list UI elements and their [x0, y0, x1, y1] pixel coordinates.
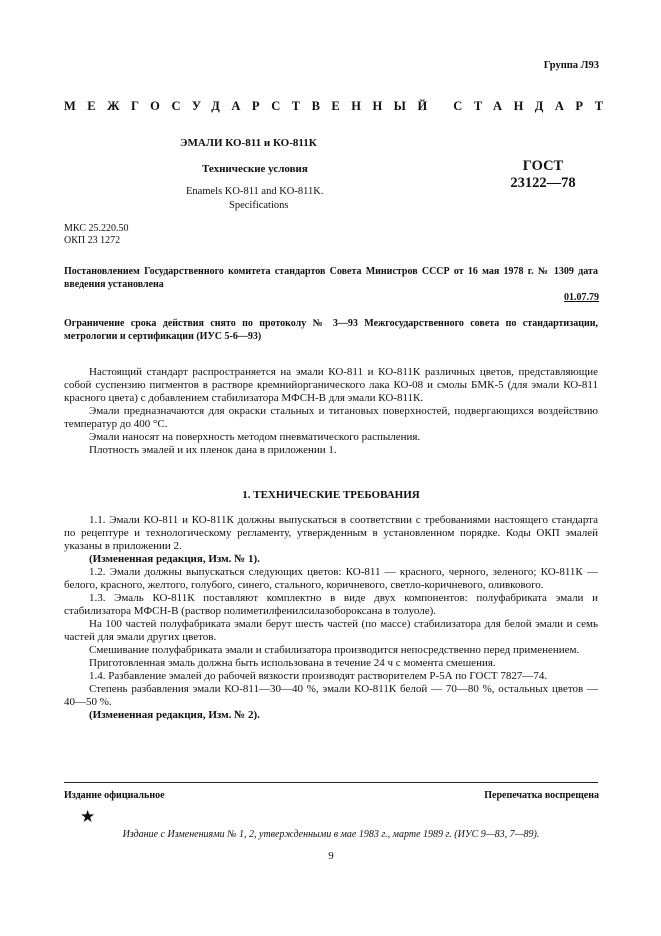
clause-paragraph: Смешивание полуфабриката эмали и стабилизатора производится непосредственно перед применением.: [89, 644, 580, 656]
gost-label: ГОСТ: [522, 158, 564, 174]
decree-text: Постановлением Государственного комитета стандартов Совета Министров СССР от 16 мая 1978 г. № 1309 дата введения установлена: [64, 266, 598, 290]
limitation-note: Ограничение срока действия снято по протоколу № 3—93 Межгосударственного совета по стандартизации, метрологии и сертификации (ИУС 5-6—93): [64, 318, 598, 342]
standard-type-heading: МЕЖГОСУДАРСТВЕННЫЙ СТАНДАРТ: [64, 99, 615, 113]
clause-paragraph: Степень разбавления эмали КО-811—30—40 %, эмали КО-811К белой — 70—80 %, остальных цветов — 40—50 %.: [64, 683, 598, 708]
footer-divider: [64, 782, 598, 783]
mks-code: МКС 25.220.50: [64, 223, 129, 234]
amendment-note: (Измененная редакция, Изм. № 1).: [89, 553, 260, 565]
intro-paragraph: Плотность эмалей и их пленок дана в приложении 1.: [89, 444, 337, 456]
intro-paragraph: Эмали предназначаются для окраски стальных и титановых поверхностей, подвергающихся воздействию температур до 400 °С.: [64, 405, 598, 430]
introduction-date: 01.07.79: [564, 292, 599, 303]
clause-paragraph: На 100 частей полуфабриката эмали берут шесть частей (по массе) стабилизатора для белой эмали и семь частей для эмали других цветов.: [64, 618, 598, 643]
official-edition-label: Издание официальное: [64, 790, 165, 801]
intro-paragraph: Настоящий стандарт распространяется на эмали КО-811 и КО-811К различных цветов, представляющие собой суспензию пигментов в растворе кремнийорганического лака КО-08 и смолы БМК-5 (для эмали КО-811 красного цвета) с добавлением стабилизатора МФСН-В для эмали КО-811К.: [64, 366, 598, 404]
intro-paragraph: Эмали наносят на поверхность методом пневматического распыления.: [89, 431, 421, 443]
group-code: Группа Л93: [543, 60, 599, 71]
section-body: [64, 514, 598, 722]
intro-text: [64, 366, 598, 457]
document-subtitle-en: Specifications: [229, 200, 289, 211]
clause-paragraph: 1.2. Эмали должны выпускаться следующих цветов: КО-811 — красного, черного, зеленого; КО-811К — белого, красного, желтого, голубого, синего, стального, коричневого, светло-коричневого, оливкового.: [64, 566, 598, 591]
document-subtitle: Технические условия: [202, 163, 308, 175]
classification-codes: [64, 223, 128, 247]
gost-designation: [497, 158, 589, 192]
document-title-en: Enamels KO-811 and KO-811K.: [186, 186, 324, 197]
gost-number: 23122—78: [510, 175, 576, 191]
section-heading: 1. ТЕХНИЧЕСКИЕ ТРЕБОВАНИЯ: [242, 489, 420, 501]
clause-paragraph: Приготовленная эмаль должна быть использована в течение 24 ч с момента смешения.: [89, 657, 496, 669]
page-number: 9: [328, 850, 334, 862]
document-title: ЭМАЛИ КО-811 и КО-811К: [180, 137, 317, 149]
clause-paragraph: 1.3. Эмаль КО-811К поставляют комплектно в виде двух компонентов: полуфабриката эмали и стабилизатора МФСН-В (раствор полиметилфенилсилазобороксана в толуоле).: [64, 592, 598, 617]
reprint-prohibited-label: Перепечатка воспрещена: [484, 790, 599, 801]
edition-note: Издание с Изменениями № 1, 2, утвержденными в мае 1983 г., марте 1989 г. (ИУС 9—83, 7—89).: [122, 829, 540, 840]
amendment-note: (Измененная редакция, Изм. № 2).: [89, 709, 260, 721]
clause-paragraph: 1.4. Разбавление эмалей до рабочей вязкости производят растворителем Р-5А по ГОСТ 7827—74.: [89, 670, 548, 682]
clause-paragraph: 1.1. Эмали КО-811 и КО-811К должны выпускаться в соответствии с требованиями настоящего стандарта по рецептуре и технологическому регламенту, утвержденным в установленном порядке. Коды ОКП эмалей указаны в приложении 2.: [64, 514, 598, 552]
star-icon: ★: [80, 807, 96, 826]
okp-code: ОКП 23 1272: [64, 235, 121, 246]
